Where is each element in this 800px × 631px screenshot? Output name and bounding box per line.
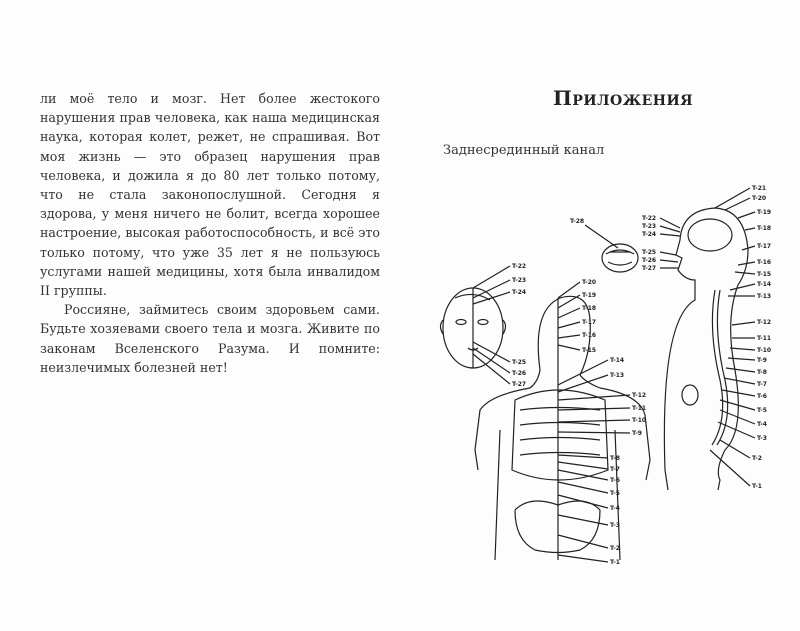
svg-text:T-10: T-10	[757, 347, 772, 354]
diagram-caption: Заднесрединный канал	[443, 143, 605, 158]
svg-text:T-1: T-1	[610, 559, 620, 566]
svg-text:T-18: T-18	[757, 225, 772, 232]
svg-text:T-22: T-22	[512, 263, 527, 270]
svg-text:T-18: T-18	[582, 305, 597, 312]
svg-text:T-5: T-5	[610, 490, 620, 497]
svg-text:T-16: T-16	[582, 332, 597, 339]
svg-text:T-25: T-25	[512, 359, 527, 366]
svg-text:T-12: T-12	[632, 392, 647, 399]
svg-text:T-22: T-22	[642, 215, 657, 222]
svg-text:T-7: T-7	[610, 466, 620, 473]
svg-text:T-12: T-12	[757, 319, 772, 326]
svg-text:T-26: T-26	[642, 257, 657, 264]
svg-text:T-23: T-23	[512, 277, 527, 284]
svg-text:T-17: T-17	[757, 243, 772, 250]
svg-text:T-7: T-7	[757, 381, 767, 388]
face-figure	[441, 288, 506, 368]
svg-text:T-25: T-25	[642, 249, 657, 256]
svg-text:T-6: T-6	[757, 393, 767, 400]
paragraph-2: Россияне, займитесь своим здоровьем сами. Будьте хозяевами своего тела и мозга. Живите по законам Вселенского Разума. И помните: неизлечимых болезней нет!	[40, 302, 380, 375]
back-labels	[582, 279, 646, 566]
svg-text:T-27: T-27	[512, 381, 527, 388]
svg-text:T-15: T-15	[757, 271, 772, 278]
back-figure	[475, 296, 650, 560]
svg-text:T-20: T-20	[752, 195, 767, 202]
svg-text:T-8: T-8	[757, 369, 767, 376]
svg-text:T-19: T-19	[582, 292, 597, 299]
governing-vessel-diagram	[420, 170, 800, 590]
svg-text:T-16: T-16	[757, 259, 772, 266]
svg-text:T-17: T-17	[582, 319, 597, 326]
svg-text:T-23: T-23	[642, 223, 657, 230]
svg-text:T-21: T-21	[752, 185, 767, 192]
svg-text:T-24: T-24	[642, 231, 657, 238]
svg-text:T-13: T-13	[610, 372, 625, 379]
svg-text:T-5: T-5	[757, 407, 767, 414]
svg-text:T-3: T-3	[757, 435, 767, 442]
svg-text:T-2: T-2	[752, 455, 762, 462]
svg-text:T-14: T-14	[610, 357, 625, 364]
svg-text:T-10: T-10	[632, 417, 647, 424]
svg-text:T-6: T-6	[610, 477, 620, 484]
paragraph-1: ли моё тело и мозг. Нет более жестокого нарушения прав человека, как наша медицинская наука, которая колет, режет, не спрашивая. Вот моя жизнь — это образец нарушения прав человека, и дожила я до 80 лет только потому, что не стала законопослушной. Сегодня я здорова, у меня ничего не болит, всегда хорошее настроение, высокая работоспособность, и всё это только потому, что уже 35 лет я не пользуюсь услугами нашей медицины, хотя была инвалидом II группы.	[40, 91, 380, 299]
svg-text:T-20: T-20	[582, 279, 597, 286]
svg-text:T-26: T-26	[512, 370, 527, 377]
svg-text:T-27: T-27	[642, 265, 657, 272]
mouth-figure	[602, 244, 638, 272]
side-labels-left	[642, 215, 656, 272]
page-title: Приложения	[553, 86, 694, 110]
svg-text:T-2: T-2	[610, 545, 620, 552]
face-labels	[512, 263, 526, 388]
svg-text:T-15: T-15	[582, 347, 597, 354]
svg-text:T-24: T-24	[512, 289, 527, 296]
mouth-label: T-28	[570, 218, 585, 225]
svg-text:T-9: T-9	[757, 357, 767, 364]
body-text	[40, 89, 380, 377]
svg-text:T-11: T-11	[632, 405, 647, 412]
svg-text:T-11: T-11	[757, 335, 772, 342]
svg-text:T-13: T-13	[757, 293, 772, 300]
svg-text:T-1: T-1	[752, 483, 762, 490]
svg-text:T-4: T-4	[610, 505, 620, 512]
svg-text:T-19: T-19	[757, 209, 772, 216]
svg-text:T-3: T-3	[610, 522, 620, 529]
svg-text:T-4: T-4	[757, 421, 767, 428]
svg-text:T-8: T-8	[610, 455, 620, 462]
svg-text:T-9: T-9	[632, 430, 642, 437]
svg-text:T-14: T-14	[757, 281, 772, 288]
